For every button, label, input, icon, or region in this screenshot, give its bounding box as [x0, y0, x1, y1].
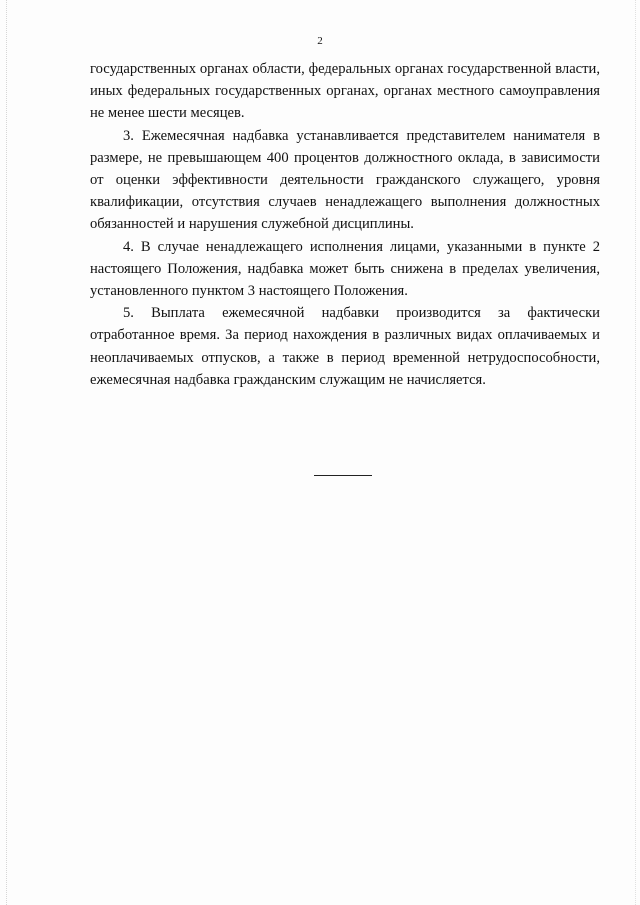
- paragraph-4: 4. В случае ненадлежащего исполнения лицами, указанными в пункте 2 настоящего Положения, надбавка может быть снижена в пределах увеличения, установленного пунктом 3 настоящего Положения.: [90, 238, 600, 300]
- document-body: [90, 58, 600, 391]
- scan-edge-left: [6, 0, 7, 905]
- page-number: 2: [317, 35, 323, 47]
- paragraph-5: 5. Выплата ежемесячной надбавки производится за фактически отработанное время. За период нахождения в различных видах оплачиваемых и неоплачиваемых отпусков, а также в период временной нетрудоспособности, ежемесячная надбавка гражданским служащим не начисляется.: [90, 305, 600, 388]
- continuation-paragraph: государственных органах области, федеральных органах государственной власти, иных федеральных государственных органах, органах местного самоуправления не менее шести месяцев.: [90, 61, 600, 122]
- end-of-document-rule: [314, 475, 372, 476]
- scan-edge-right: [635, 0, 636, 905]
- paragraph-3: 3. Ежемесячная надбавка устанавливается представителем нанимателя в размере, не превышающем 400 процентов должностного оклада, в зависимости от оценки эффективности деятельности гражданского служащего, уровня квалификации, отсутствия случаев ненадлежащего выполнения должностных обязанностей и нарушения служебной дисциплины.: [90, 127, 600, 233]
